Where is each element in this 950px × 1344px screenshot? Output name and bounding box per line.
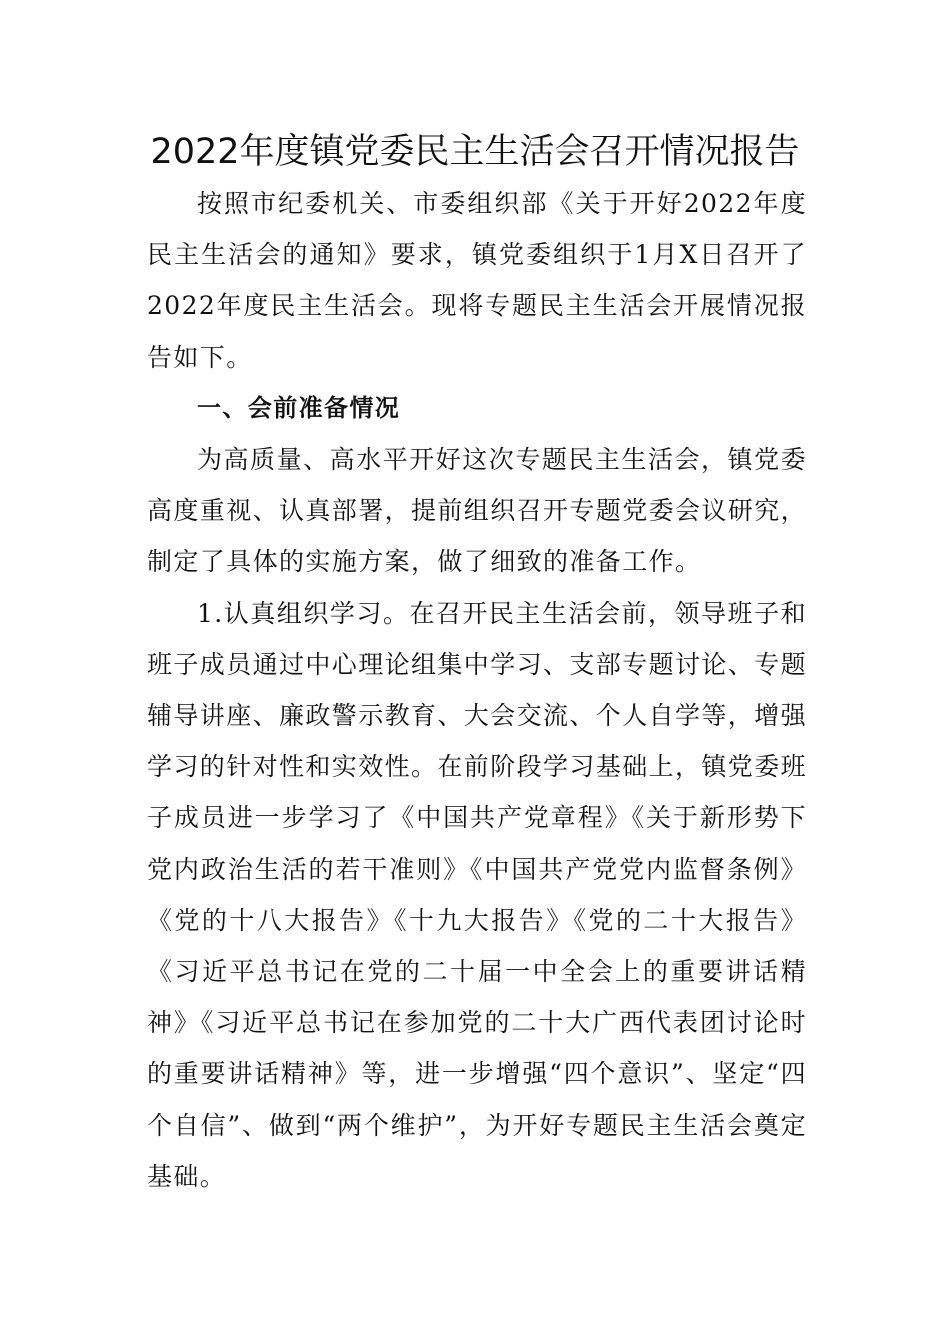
document-title: 2022年度镇党委民主生活会召开情况报告 xyxy=(150,132,800,172)
intro-paragraph: 按照市纪委机关、市委组织部《关于开好2022年度民主生活会的通知》要求，镇党委组织于1月X日召开了2022年度民主生活会。现将专题民主生活会开展情况报告如下。 xyxy=(147,189,807,372)
section-intro-paragraph: 为高质量、高水平开好这次专题民主生活会，镇党委高度重视、认真部署，提前组织召开专题党委会议研究，制定了具体的实施方案，做了细致的准备工作。 xyxy=(147,445,808,577)
section-heading: 一、会前准备情况 xyxy=(197,393,401,422)
document-body xyxy=(147,178,807,1202)
item-1-paragraph: 1.认真组织学习。在召开民主生活会前，领导班子和班子成员通过中心理论组集中学习、支部专题讨论、专题辅导讲座、廉政警示教育、大会交流、个人自学等，增强学习的针对性和实效性。在前阶段学习基础上，镇党委班子成员进一步学习了《中国共产党章程》《关于新形势下党内政治生活的若干准则》《中国共产党党内监督条例》《党的十八大报告》《十九大报告》《党的二十大报告》《习近平总书记在党的二十届一中全会上的重要讲话精神》《习近平总书记在参加党的二十大广西代表团讨论时的重要讲话精神》等，进一步增强“四个意识”、坚定“四个自信”、做到“两个维护”，为开好专题民主生活会奠定基础。 xyxy=(147,598,808,1191)
